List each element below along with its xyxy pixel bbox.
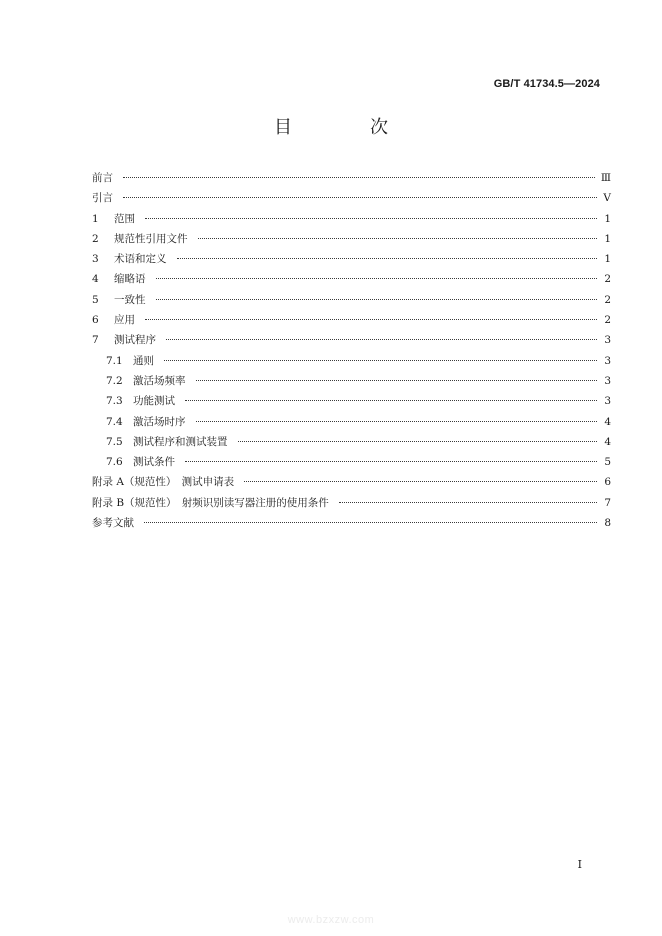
toc-entry-number: 1 [92,212,99,225]
toc-entry[interactable] [92,310,611,330]
toc-entry-label: 引言 [92,192,113,205]
toc-entry-number: 7.4 [106,415,123,428]
toc-entry[interactable] [92,391,611,411]
toc-dot-leader [164,360,597,361]
toc-entry-number: 4 [92,273,99,286]
toc-entry[interactable] [92,412,611,432]
toc-entry[interactable] [92,513,611,533]
toc-entry-label: 术语和定义 [114,253,167,266]
toc-dot-leader [123,177,595,178]
toc-dot-leader [177,258,598,259]
toc-entry-number: 5 [92,293,99,306]
toc-entry-label: 参考文献 [92,517,134,530]
toc-entry-page: 3 [604,354,611,367]
toc-entry-page: 4 [604,415,611,428]
toc-entry-page: 2 [604,314,611,327]
toc-dot-leader [339,502,597,503]
table-of-contents [92,168,611,533]
toc-entry-number: 7.5 [106,435,123,448]
toc-dot-leader [123,197,597,198]
toc-entry[interactable] [92,351,611,371]
toc-entry-page: 4 [604,435,611,448]
toc-entry-label: 范围 [114,212,135,225]
toc-entry-page: 7 [604,496,611,509]
toc-dot-leader [185,400,597,401]
toc-entry-number: 7.1 [106,354,123,367]
toc-dot-leader [166,339,597,340]
toc-dot-leader [244,481,597,482]
toc-entry-page: 3 [604,395,611,408]
toc-dot-leader [196,421,598,422]
toc-dot-leader [185,461,597,462]
toc-entry-number: 6 [92,314,99,327]
page-title: 目 次 [274,117,418,138]
toc-entry[interactable] [92,229,611,249]
toc-dot-leader [156,299,598,300]
toc-entry[interactable] [92,452,611,472]
toc-entry-number: 7.2 [106,374,123,387]
toc-entry[interactable] [92,209,611,229]
toc-entry-page: 1 [604,253,611,266]
toc-entry-label: 测试条件 [133,456,175,469]
toc-entry[interactable] [92,432,611,452]
toc-entry-label: 附录 B（规范性） 射频识别读写器注册的使用条件 [92,496,329,509]
toc-dot-leader [196,380,598,381]
toc-dot-leader [156,278,598,279]
toc-entry-page: 8 [604,517,611,530]
standard-code: GB/T 41734.5—2024 [493,78,600,90]
toc-dot-leader [145,319,597,320]
toc-entry[interactable] [92,330,611,350]
toc-entry-page: 3 [604,374,611,387]
toc-entry-label: 功能测试 [133,395,175,408]
toc-entry-page: Ⅴ [603,192,611,205]
toc-entry-label: 附录 A（规范性） 测试申请表 [92,476,235,489]
toc-dot-leader [144,522,597,523]
toc-entry-page: 1 [604,232,611,245]
toc-entry-label: 规范性引用文件 [114,232,188,245]
toc-entry-label: 测试程序 [114,334,156,347]
toc-entry-label: 测试程序和测试装置 [133,435,228,448]
toc-entry-page: 6 [604,476,611,489]
toc-dot-leader [198,238,598,239]
toc-entry-page: 1 [604,212,611,225]
toc-entry-number: 2 [92,232,99,245]
toc-entry-label: 一致性 [114,293,146,306]
toc-entry-page: 3 [604,334,611,347]
toc-entry-page: 5 [604,456,611,469]
toc-entry[interactable] [92,493,611,513]
toc-entry-page: Ⅲ [600,172,611,184]
toc-entry-number: 7 [92,334,99,347]
toc-entry-number: 7.6 [106,456,123,469]
toc-entry-label: 激活场频率 [133,374,186,387]
toc-entry-number: 7.3 [106,395,123,408]
toc-entry-label: 通则 [133,354,154,367]
toc-entry[interactable] [92,290,611,310]
toc-dot-leader [238,441,598,442]
toc-entry-label: 应用 [114,314,135,327]
page-number: I [577,858,582,871]
toc-entry-label: 前言 [92,172,113,184]
toc-entry-page: 2 [604,293,611,306]
toc-entry-label: 缩略语 [114,273,146,286]
toc-dot-leader [145,218,597,219]
toc-entry[interactable] [92,249,611,269]
toc-entry-label: 激活场时序 [133,415,186,428]
toc-entry[interactable] [92,371,611,391]
toc-entry[interactable] [92,168,611,188]
toc-entry-page: 2 [604,273,611,286]
toc-entry[interactable] [92,269,611,289]
watermark: www.bzxzw.com [287,914,375,926]
toc-entry[interactable] [92,188,611,208]
toc-entry-number: 3 [92,253,99,266]
toc-entry[interactable] [92,472,611,492]
